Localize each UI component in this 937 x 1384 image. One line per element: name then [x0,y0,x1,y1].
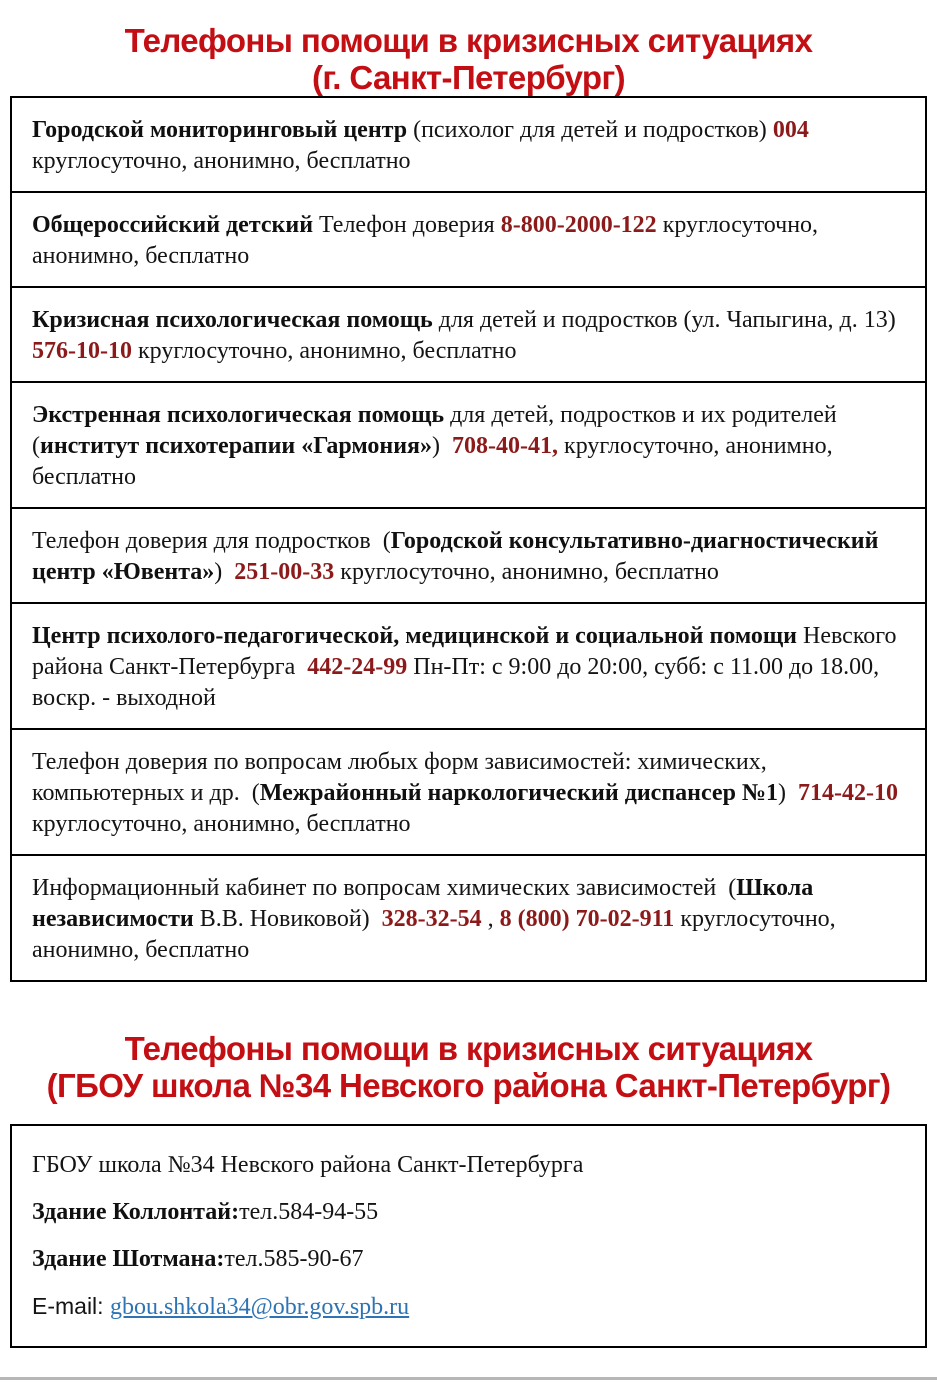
phone-number: 576-10-10 [32,338,132,364]
school-title-line1: Телефоны помощи в кризисных ситуациях [124,1030,813,1067]
building-kollontai-line [32,1197,903,1227]
text-segment: институт психотерапии «Гармония» [40,433,433,459]
text-segment: ) [214,559,235,585]
text-segment: для детей, подростков и их родителей ( [32,402,843,459]
email-link[interactable]: gbou.shkola34@obr.gov.spb.ru [109,1294,410,1320]
school-info-box [10,1124,927,1348]
text-segment: тел.584-94-55 [239,1199,379,1225]
text-segment: ) [778,780,799,806]
text-segment: Телефон доверия [313,212,501,238]
phone-number: 8-800-2000-122 [500,212,657,238]
school-title-line2: (ГБОУ школа №34 Невского района Санкт-Петербург) [46,1067,891,1104]
text-segment: Школа независимости [32,875,820,932]
hotline-row-children-helpline [12,191,925,286]
page-bottom-divider [0,1377,937,1380]
text-segment: круглосуточно, анонимно, бесплатно [32,212,825,269]
text-segment: Кризисная психологическая помощь [32,307,433,333]
text-segment: Городской мониторинговый центр [32,117,408,143]
phone-number: 004 [772,117,809,143]
hotline-row-addiction-helpline [12,728,925,854]
hotline-row-crisis-psych-help [12,286,925,381]
text-segment: Межрайонный наркологический диспансер №1 [259,780,779,806]
hotline-row-monitoring-center [12,98,925,191]
text-segment: Городской консультативно-диагностический центр «Ювента» [32,528,885,585]
text-segment: круглосуточно, анонимно, бесплатно [32,780,911,837]
hotline-row-info-cabinet [12,854,925,980]
text-segment: круглосуточно, анонимно, бесплатно [32,906,842,963]
text-segment: Здание Шотмана: [32,1246,225,1272]
text-segment: Общероссийский детский [32,212,314,238]
text-segment: круглосуточно, анонимно, бесплатно [131,338,517,364]
phone-number: 328-32-54 [381,906,482,932]
text-segment: круглосуточно, анонимно, бесплатно [32,433,839,490]
text-segment: (психолог для детей и подростков) [407,117,773,143]
phone-number: 714-42-10 [798,780,899,806]
school-name: ГБОУ школа №34 Невского района Санкт-Петербурга [32,1152,584,1178]
phone-number: 8 (800) 70-02-911 [499,906,675,932]
text-segment: Информационный кабинет по вопросам химических зависимостей ( [32,875,737,901]
text-segment: Пн-Пт: с 9:00 до 20:00, субб: с 11.00 до 18.00, воскр. - выходной [32,654,886,711]
hotline-row-psych-ped-med-center [12,602,925,728]
text-segment: Телефон доверия для подростков ( [32,528,391,554]
text-segment: тел.585-90-67 [224,1246,364,1272]
phone-number: 251-00-33 [234,559,335,585]
text-segment: Невского района Санкт-Петербурга [32,623,903,680]
email-label: E-mail: [32,1293,110,1319]
email-line [32,1291,903,1322]
text-segment: круглосуточно, анонимно, бесплатно [32,117,815,174]
city-title-line1: Телефоны помощи в кризисных ситуациях [124,22,813,59]
city-section-title [10,22,927,96]
phone-number: 442-24-99 [307,654,408,680]
hotline-row-emergency-psych-help [12,381,925,507]
city-title-line2: (г. Санкт-Петербург) [311,59,626,96]
phone-number: 708-40-41, [452,433,559,459]
building-shotmana-line [32,1244,903,1274]
text-segment: круглосуточно, анонимно, бесплатно [334,559,719,585]
text-segment: ) [432,433,453,459]
text-segment: , [481,906,500,932]
hotline-row-teen-helpline-juventa [12,507,925,602]
text-segment: для детей и подростков (ул. Чапыгина, д. 13) [432,307,908,333]
text-segment: Здание Коллонтай: [32,1199,240,1225]
text-segment: Центр психолого-педагогической, медицинской и социальной помощи [32,623,797,649]
text-segment: В.В. Новиковой) [193,906,382,932]
text-segment: Телефон доверия по вопросам любых форм зависимостей: химических, компьютерных и др. ( [32,749,773,806]
school-section-title [6,1030,931,1104]
text-segment: Экстренная психологическая помощь [32,402,445,428]
hotlines-table [10,96,927,982]
